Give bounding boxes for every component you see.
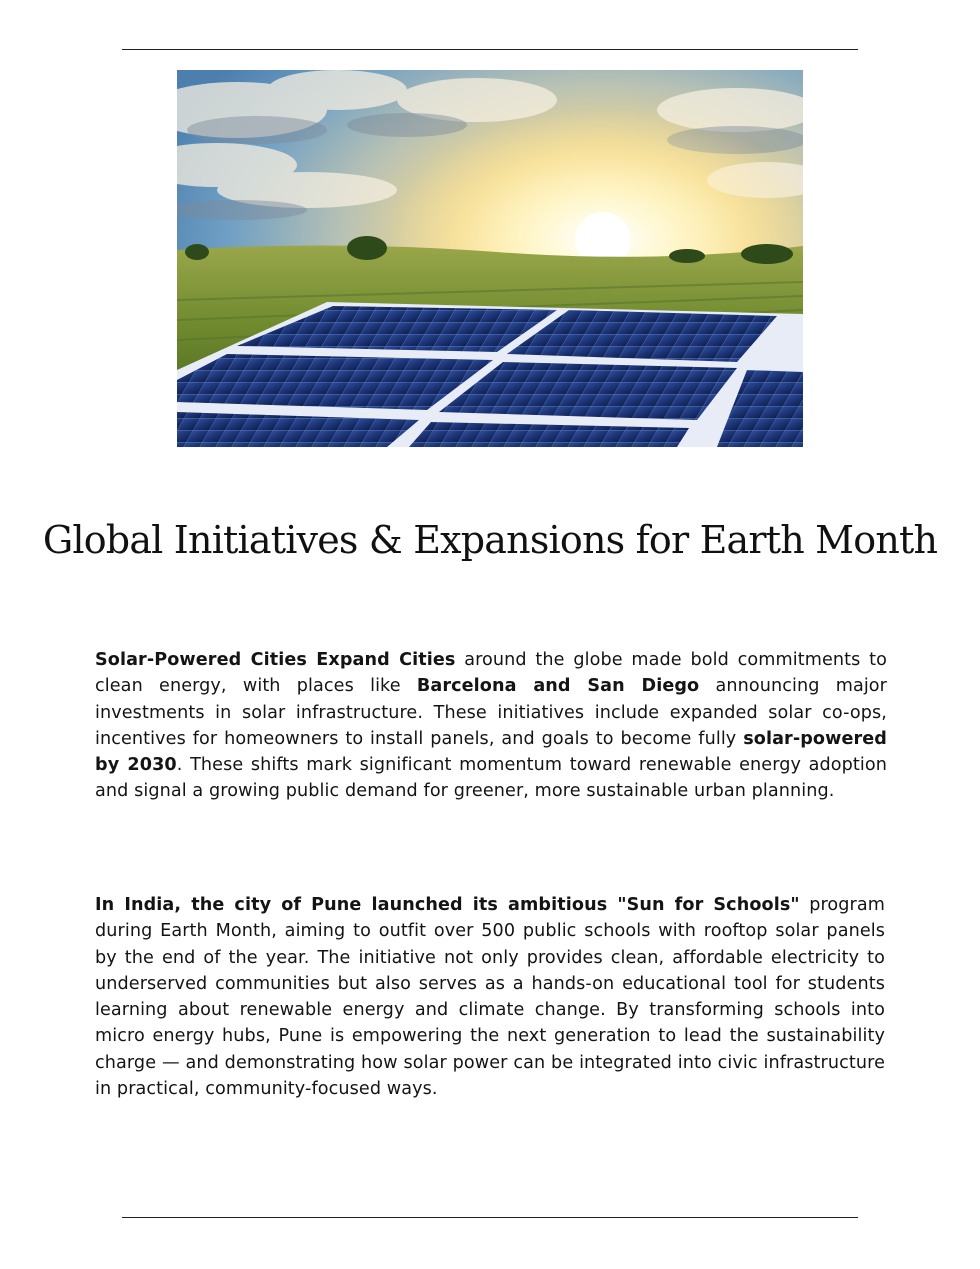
solar-cities-text-e: . These shifts mark significant momentum toward renewable energy adoption and signal a growing public demand for greener, more sustainable urban planning. bbox=[95, 755, 887, 802]
bottom-divider bbox=[122, 1217, 858, 1218]
solar-cities-paragraph bbox=[95, 647, 887, 805]
solar-cities-text-c: announcing major investments in solar infrastructure. These initiatives include expanded solar co-ops, incentives for homeowners to install panels, and goals to become fully bbox=[95, 676, 888, 749]
pune-paragraph bbox=[95, 892, 885, 1102]
solar-cities-highlight-goal: solar-powered by 2030 bbox=[95, 728, 887, 776]
solar-cities-highlight-cities: Barcelona and San Diego bbox=[416, 676, 700, 697]
solar-cities-text-a: around the globe made bold commitments to clean energy, with places like bbox=[95, 650, 887, 697]
hero-image bbox=[177, 70, 803, 447]
pune-text: program during Earth Month, aiming to outfit over 500 public schools with rooftop solar panels by the end of the year. The initiative not only provides clean, affordable electricity to underserved communities but also serves as a hands-on educational tool for students learning about renewable energy and climate change. By transforming schools into micro energy hubs, Pune is empowering the next generation to lead the sustainability charge — and demonstrating how solar power can be integrated into civic infrastructure in practical, community-focused ways. bbox=[95, 895, 885, 1100]
top-divider bbox=[122, 49, 858, 50]
solar-cities-lead: Solar-Powered Cities Expand Cities bbox=[95, 650, 456, 670]
solar-field-illustration bbox=[177, 70, 803, 447]
pune-lead: In India, the city of Pune launched its ambitious "Sun for Schools" bbox=[95, 895, 800, 915]
page-title: Global Initiatives & Expansions for Earth Month bbox=[42, 518, 938, 562]
